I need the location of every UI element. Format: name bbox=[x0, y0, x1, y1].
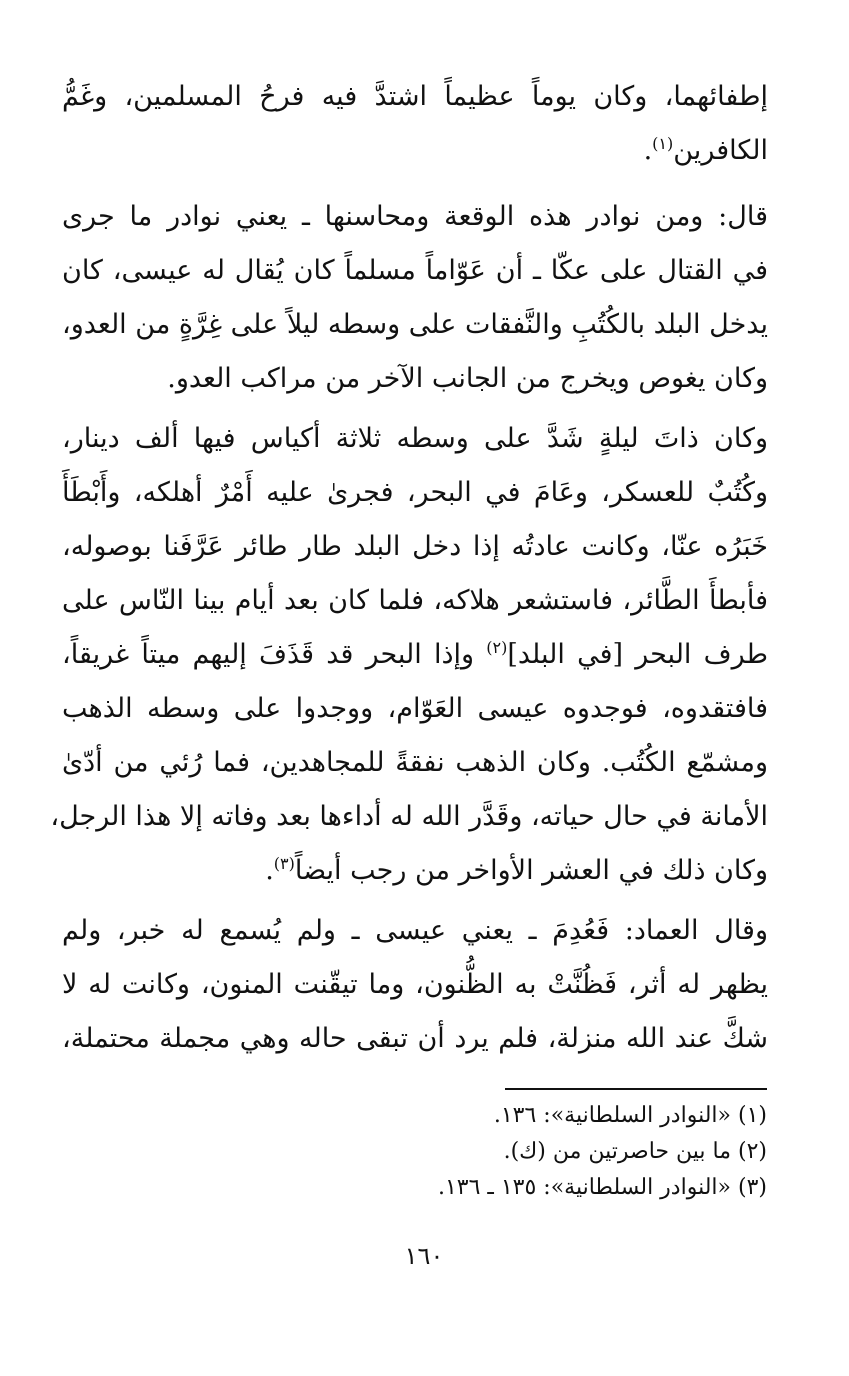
page-number: ١٦٠ bbox=[404, 1242, 444, 1270]
footnote-marker: (٢) bbox=[486, 638, 508, 657]
paragraph-3 bbox=[50, 412, 768, 898]
paragraph-line: إطفائهما، وكان يوماً عظيماً اشتدَّ فيه فرحُ المسلمين، وغَمُّ bbox=[62, 81, 768, 112]
paragraph-1 bbox=[62, 70, 768, 178]
line-end-punctuation: . bbox=[643, 135, 653, 166]
paragraph-line: يدخل البلد بالكُتُبِ والنَّفقات على وسطه ليلاً على غِرَّةٍ من العدو، bbox=[62, 309, 768, 340]
paragraph-line: يظهر له أثر، فَظُنَّتْ به الظُّنون، وما تيقّنت المنون، وكانت له لا bbox=[62, 969, 768, 1000]
paragraph-line: خَبَرُه عنّا، وكانت عادتُه إذا دخل البلد طار طائر عَرَّفَنا بوصوله، bbox=[62, 531, 768, 562]
paragraph-line: فافتقدوه، فوجدوه عيسى العَوّام، ووجدوا على وسطه الذهب bbox=[62, 693, 768, 724]
paragraph-line-text: وكان ذلك في العشر الأواخر من رجب أيضاً bbox=[294, 855, 768, 886]
paragraph-line: وقال العماد: فَعُدِمَ ـ يعني عيسى ـ ولم يُسمع له خبر، ولم bbox=[62, 915, 768, 946]
paragraph-2 bbox=[62, 190, 768, 406]
footnote-marker: (٣) bbox=[273, 854, 295, 873]
paragraph-line bbox=[62, 844, 768, 898]
paragraph-line-text: وإذا البحر قد قَذَفَ إليهم ميتاً غريقاً، bbox=[62, 639, 487, 670]
paragraph-line: الأمانة في حال حياته، وقَدَّر الله له أداءها بعد وفاته إلا هذا الرجل، bbox=[50, 801, 768, 832]
footnote-divider bbox=[505, 1088, 767, 1090]
paragraph-line: في القتال على عكّا ـ أن عَوّاماً مسلماً كان يُقال له عيسى، كان bbox=[62, 255, 768, 286]
paragraph-line: وكان يغوص ويخرج من الجانب الآخر من مراكب العدو. bbox=[167, 363, 768, 394]
footnote-3: (٣) «النوادر السلطانية»: ١٣٥ ـ ١٣٦. bbox=[437, 1175, 767, 1200]
paragraph-line: قال: ومن نوادر هذه الوقعة ومحاسنها ـ يعني نوادر ما جرى bbox=[62, 201, 768, 232]
paragraph-line: فأبطأَ الطَّائر، فاستشعر هلاكه، فلما كان بعد أيام بينا النّاس على bbox=[62, 585, 768, 616]
paragraph-line bbox=[62, 124, 768, 178]
paragraph-line: شكَّ عند الله منزلة، فلم يرد أن تبقى حاله وهي مجملة محتملة، bbox=[62, 1023, 768, 1054]
paragraph-line: ومشمّع الكُتُب. وكان الذهب نفقةً للمجاهدين، فما رُئي من أدّىٰ bbox=[62, 747, 768, 778]
footnote-1: (١) «النوادر السلطانية»: ١٣٦. bbox=[493, 1103, 767, 1128]
paragraph-line-text: الكافرين bbox=[673, 135, 768, 166]
line-end-punctuation: . bbox=[265, 855, 274, 886]
paragraph-line-text: طرف البحر [في البلد] bbox=[507, 639, 768, 670]
footnote-marker: (١) bbox=[652, 134, 674, 153]
paragraph-4 bbox=[62, 904, 768, 1066]
footnotes bbox=[300, 1098, 767, 1206]
footnote-2: (٢) ما بين حاصرتين من (ك). bbox=[503, 1139, 767, 1164]
paragraph-line: وكان ذاتَ ليلةٍ شَدَّ على وسطه ثلاثة أكياس فيها ألف دينار، bbox=[62, 423, 768, 454]
paragraph-line bbox=[62, 628, 768, 682]
paragraph-line: وكُتُبٌ للعسكر، وعَامَ في البحر، فجرىٰ عليه أَمْرٌ أهلكه، وأَبْطَأَ bbox=[62, 477, 768, 508]
